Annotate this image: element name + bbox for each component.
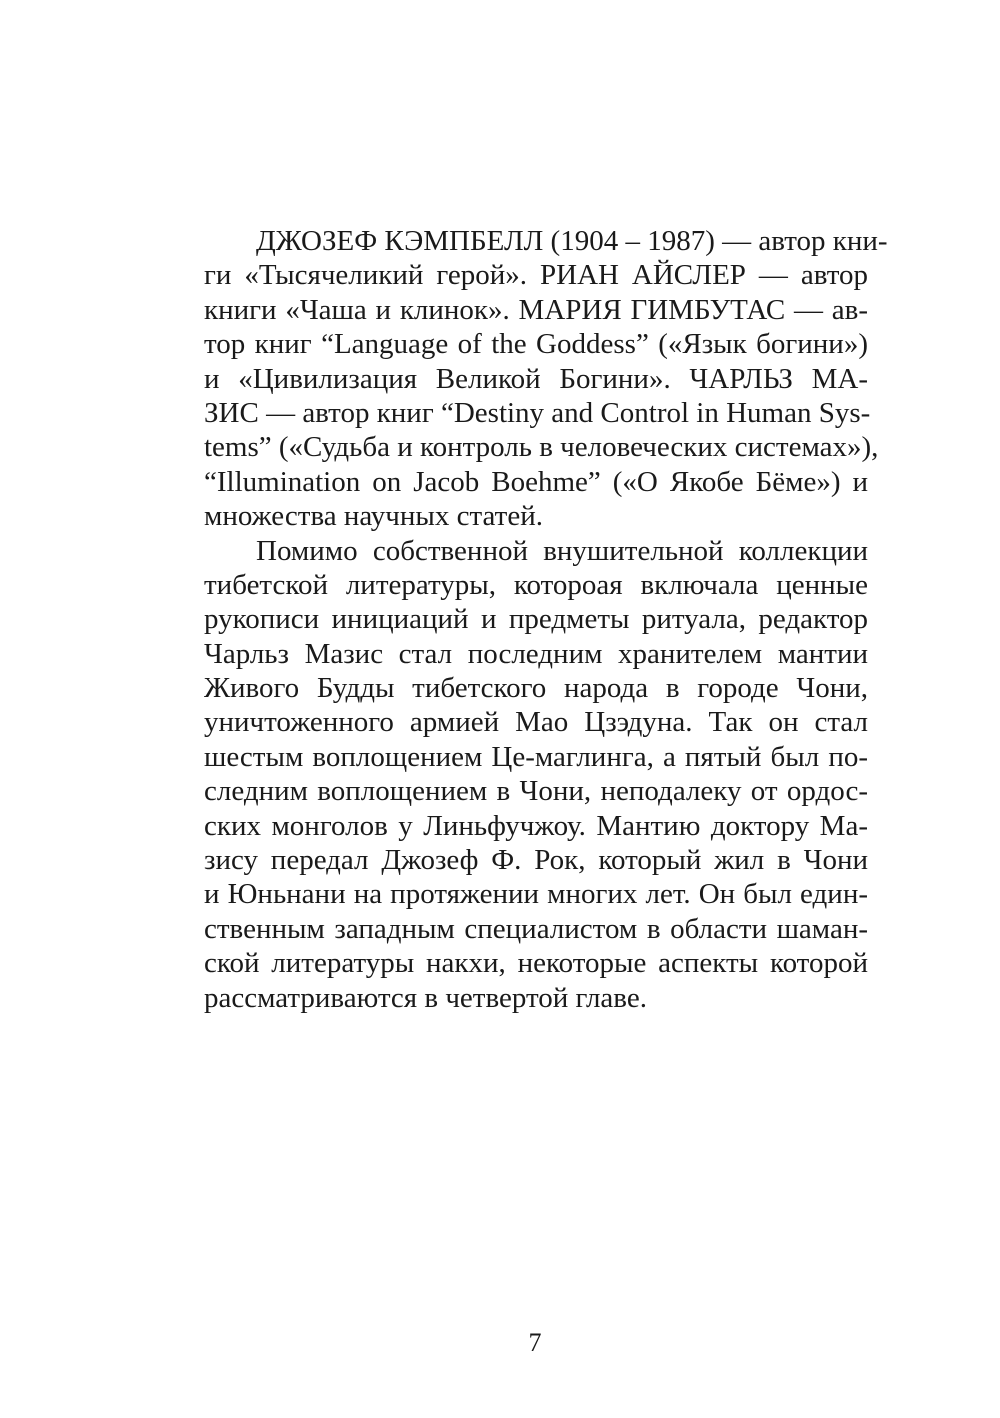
text-line: шестым воплощением Це-маглинга, а пятый был по- — [204, 740, 868, 773]
text-line: tems” («Судьба и контроль в человеческих системах»), — [204, 431, 879, 464]
page-number: 7 — [528, 1328, 542, 1357]
text-line: ских монголов у Линьфучжоу. Мантию доктору Ма- — [204, 809, 868, 842]
text-line: тор книг “Language of the Goddess” («Язык богини») — [204, 328, 868, 361]
text-line: ДЖОЗЕФ КЭМПБЕЛЛ (1904 – 1987) — автор кни- — [256, 225, 888, 257]
text-line: уничтоженного армией Мао Цзэдуна. Так он стал — [204, 706, 868, 739]
text-line: Живого Будды тибетского народа в городе Чони, — [204, 672, 868, 705]
text-line: и Юньнани на протяжении многих лет. Он был един- — [204, 878, 868, 911]
text-line: “Illumination on Jacob Boehme” («О Якобе Бёме») и — [204, 465, 868, 498]
text-line: тибетской литературы, котороая включала ценные — [204, 568, 868, 601]
body-text — [204, 224, 888, 1015]
paragraph-2 — [204, 534, 868, 1015]
text-line: и «Цивилизация Великой Богини». ЧАРЛЬЗ МА- — [204, 362, 868, 395]
paragraph-1 — [204, 224, 888, 534]
text-line: ги «Тысячеликий герой». РИАН АЙСЛЕР — автор — [204, 259, 868, 292]
text-line: множества научных статей. — [204, 500, 543, 533]
text-line: Помимо собственной внушительной коллекции — [256, 534, 868, 567]
text-line: книги «Чаша и клинок». МАРИЯ ГИМБУТАС — ав- — [204, 293, 868, 326]
text-line: рассматриваются в четвертой главе. — [204, 981, 647, 1014]
text-line: следним воплощением в Чони, неподалеку от ордос- — [204, 775, 868, 808]
text-line: Чарльз Мазис стал последним хранителем мантии — [204, 637, 868, 670]
text-line: ской литературы накхи, некоторые аспекты которой — [204, 947, 868, 980]
text-line: рукописи инициаций и предметы ритуала, редактор — [204, 603, 868, 636]
text-line: зису передал Джозеф Ф. Рок, который жил в Чони — [204, 844, 868, 877]
text-line: ЗИС — автор книг “Destiny and Control in Human Sys- — [204, 396, 871, 429]
text-line: ственным западным специалистом в области шаман- — [204, 912, 868, 945]
